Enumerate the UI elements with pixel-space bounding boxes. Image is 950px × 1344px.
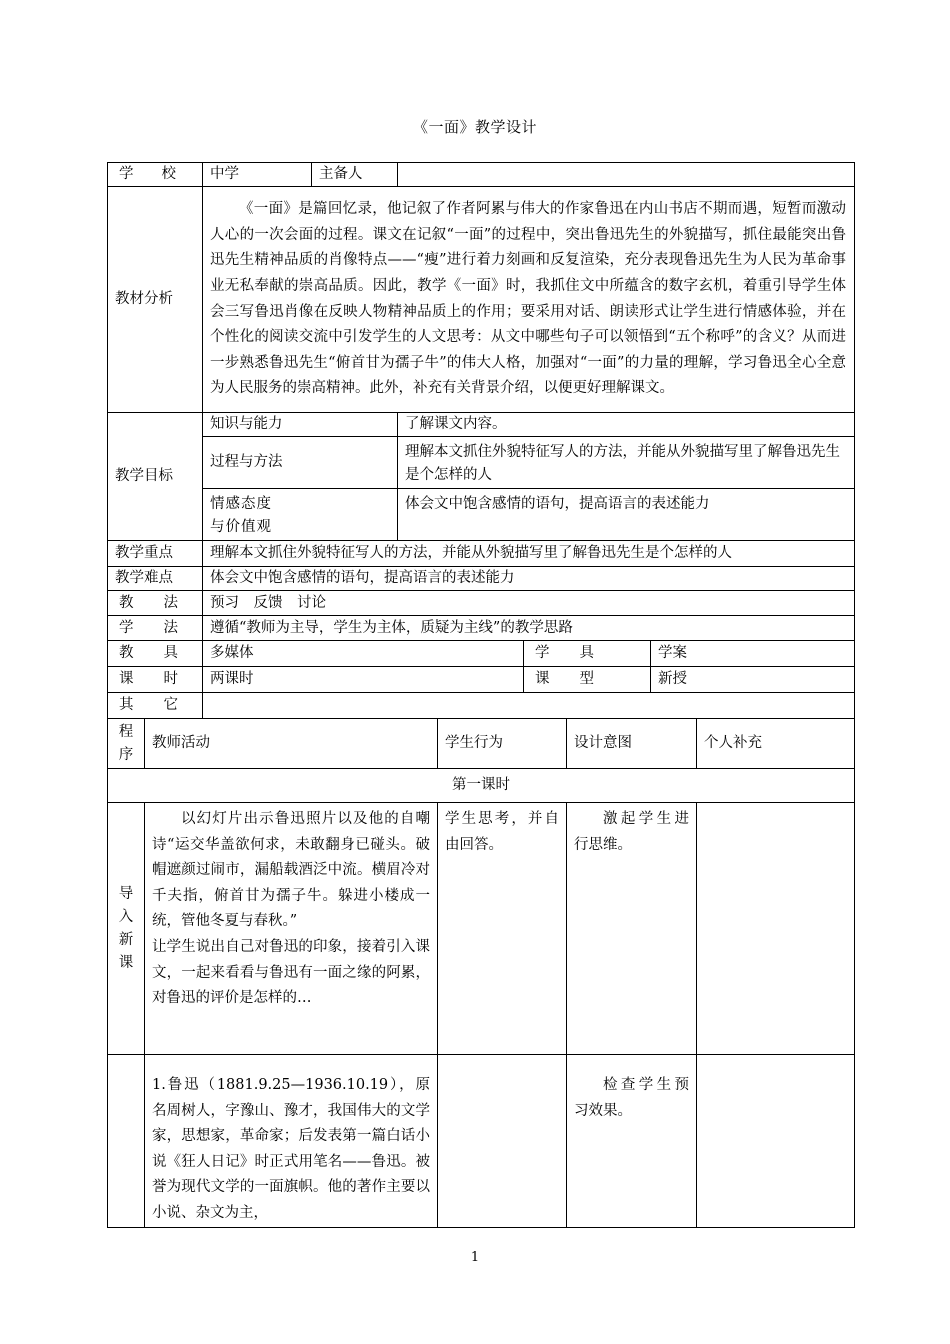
student-behavior-header: 学生行为 bbox=[438, 719, 567, 769]
teacher-activity-header: 教师活动 bbox=[145, 719, 438, 769]
material-analysis-row bbox=[108, 187, 855, 413]
preview-design-intent: 检查学生预习效果。 bbox=[574, 1077, 689, 1119]
lesson-plan-table bbox=[107, 162, 855, 1228]
intro-personal-supplement bbox=[697, 803, 855, 1055]
intro-teacher-paragraph-1: 以幻灯片出示鲁迅照片以及他的自嘲诗“运交华盖欲何求，未敢翻身已碰头。破帽遮颜过闹市，漏船载酒泛中流。横眉冷对千夫指，俯首甘为孺子牛。躲进小楼成一统，管他冬夏与春秋。” bbox=[152, 811, 430, 930]
objective-name: 知识与能力 bbox=[203, 413, 398, 437]
preview-student-behavior bbox=[438, 1055, 567, 1228]
school-value: 中学 bbox=[203, 163, 312, 187]
teaching-method-label: 教 法 bbox=[108, 591, 203, 616]
preview-teacher-activity: 1.鲁迅（1881.9.25—1936.10.19），原名周树人，字豫山、豫才，我国伟大的文学家，思想家，革命家；后发表第一篇白话小说《狂人日记》时正式用笔名——鲁迅。被誉为现代文学的一面旗帜。他的著作主要以小说、杂文为主， bbox=[152, 1077, 430, 1221]
personal-supplement-header: 个人补充 bbox=[697, 719, 855, 769]
preview-step-row bbox=[108, 1055, 855, 1228]
difficulty-row bbox=[108, 567, 855, 591]
other-value bbox=[203, 693, 855, 719]
intro-design-intent: 激起学生进行思维。 bbox=[574, 811, 689, 853]
objective-name: 过程与方法 bbox=[203, 437, 398, 489]
preparer-value bbox=[398, 163, 855, 187]
material-analysis-label: 教材分析 bbox=[108, 187, 203, 413]
learning-tools-label: 学 具 bbox=[524, 641, 651, 667]
teaching-method-text: 预习 反馈 讨论 bbox=[203, 591, 855, 616]
lesson-one-row bbox=[108, 769, 855, 803]
intro-step-label: 导 入 新 课 bbox=[108, 803, 145, 1055]
intro-teacher-paragraph-2: 让学生说出自己对鲁迅的印象，接着引入课文，一起来看看与鲁迅有一面之缘的阿累，对鲁迅的评价是怎样的… bbox=[152, 938, 430, 1007]
preview-step-label bbox=[108, 1055, 145, 1228]
difficulty-text: 体会文中饱含感情的语句，提高语言的表述能力 bbox=[203, 567, 855, 591]
intro-teacher-activity bbox=[145, 803, 438, 1055]
material-analysis-text: 《一面》是篇回忆录，他记叙了作者阿累与伟大的作家鲁迅在内山书店不期而遇，短暂而激动人心的一次会面的过程。课文在记叙“一面”的过程中，突出鲁迅先生的外貌描写，抓住最能突出鲁迅先生精神品质的肖像特点——“瘦”进行着力刻画和反复渲染，充分表现鲁迅先生为人民为革命事业无私奉献的崇高品质。因此，教学《一面》时，我抓住文中所蕴含的数字玄机，着重引导学生体会三写鲁迅肖像在反映人物精神品质上的作用；要采用对话、朗读形式让学生进行情感体验，并在个性化的阅读交流中引发学生的人文思考：从文中哪些句子可以领悟到“五个称呼”的含义？从而进一步熟悉鲁迅先生“俯首甘为孺子牛”的伟大人格，加强对“一面”的力量的理解，学习鲁迅全心全意为人民服务的崇高精神。此外，补充有关背景介绍，以便更好理解课文。 bbox=[210, 201, 846, 397]
lesson-one-heading: 第一课时 bbox=[108, 769, 855, 803]
lesson-type-label: 课 型 bbox=[524, 667, 651, 693]
objective-text: 理解本文抓住外貌特征写人的方法，并能从外貌描写里了解鲁迅先生是个怎样的人 bbox=[398, 437, 855, 489]
learning-method-row bbox=[108, 616, 855, 641]
tools-row bbox=[108, 641, 855, 667]
key-point-row bbox=[108, 541, 855, 567]
school-label: 学 校 bbox=[108, 163, 203, 187]
key-point-label: 教学重点 bbox=[108, 541, 203, 567]
preview-personal-supplement bbox=[697, 1055, 855, 1228]
objective-text: 了解课文内容。 bbox=[398, 413, 855, 437]
hours-label: 课 时 bbox=[108, 667, 203, 693]
objectives-label: 教学目标 bbox=[108, 413, 203, 541]
hours-value: 两课时 bbox=[203, 667, 524, 693]
teaching-tools-value: 多媒体 bbox=[203, 641, 524, 667]
objective-row-process bbox=[108, 437, 855, 489]
objective-row-emotion bbox=[108, 489, 855, 541]
intro-step-row bbox=[108, 803, 855, 1055]
sequence-header: 程 序 bbox=[108, 719, 145, 769]
objective-row-knowledge bbox=[108, 413, 855, 437]
intro-student-behavior: 学生思考，并自由回答。 bbox=[445, 811, 559, 853]
other-label: 其 它 bbox=[108, 693, 203, 719]
learning-tools-value: 学案 bbox=[651, 641, 855, 667]
learning-method-text: 遵循“教师为主导，学生为主体，质疑为主线”的教学思路 bbox=[203, 616, 855, 641]
objective-text: 体会文中饱含感情的语句，提高语言的表述能力 bbox=[398, 489, 855, 541]
school-row bbox=[108, 163, 855, 187]
learning-method-label: 学 法 bbox=[108, 616, 203, 641]
hours-row bbox=[108, 667, 855, 693]
objective-name: 情感态度 与价值观 bbox=[203, 489, 398, 541]
teaching-method-row bbox=[108, 591, 855, 616]
key-point-text: 理解本文抓住外貌特征写人的方法，并能从外貌描写里了解鲁迅先生是个怎样的人 bbox=[203, 541, 855, 567]
lesson-type-value: 新授 bbox=[651, 667, 855, 693]
teaching-tools-label: 教 具 bbox=[108, 641, 203, 667]
preparer-label: 主备人 bbox=[312, 163, 398, 187]
difficulty-label: 教学难点 bbox=[108, 567, 203, 591]
design-intent-header: 设计意图 bbox=[567, 719, 697, 769]
document-title: 《一面》教学设计 bbox=[412, 118, 537, 136]
other-row bbox=[108, 693, 855, 719]
page-number: 1 bbox=[470, 1250, 480, 1265]
process-header-row bbox=[108, 719, 855, 769]
